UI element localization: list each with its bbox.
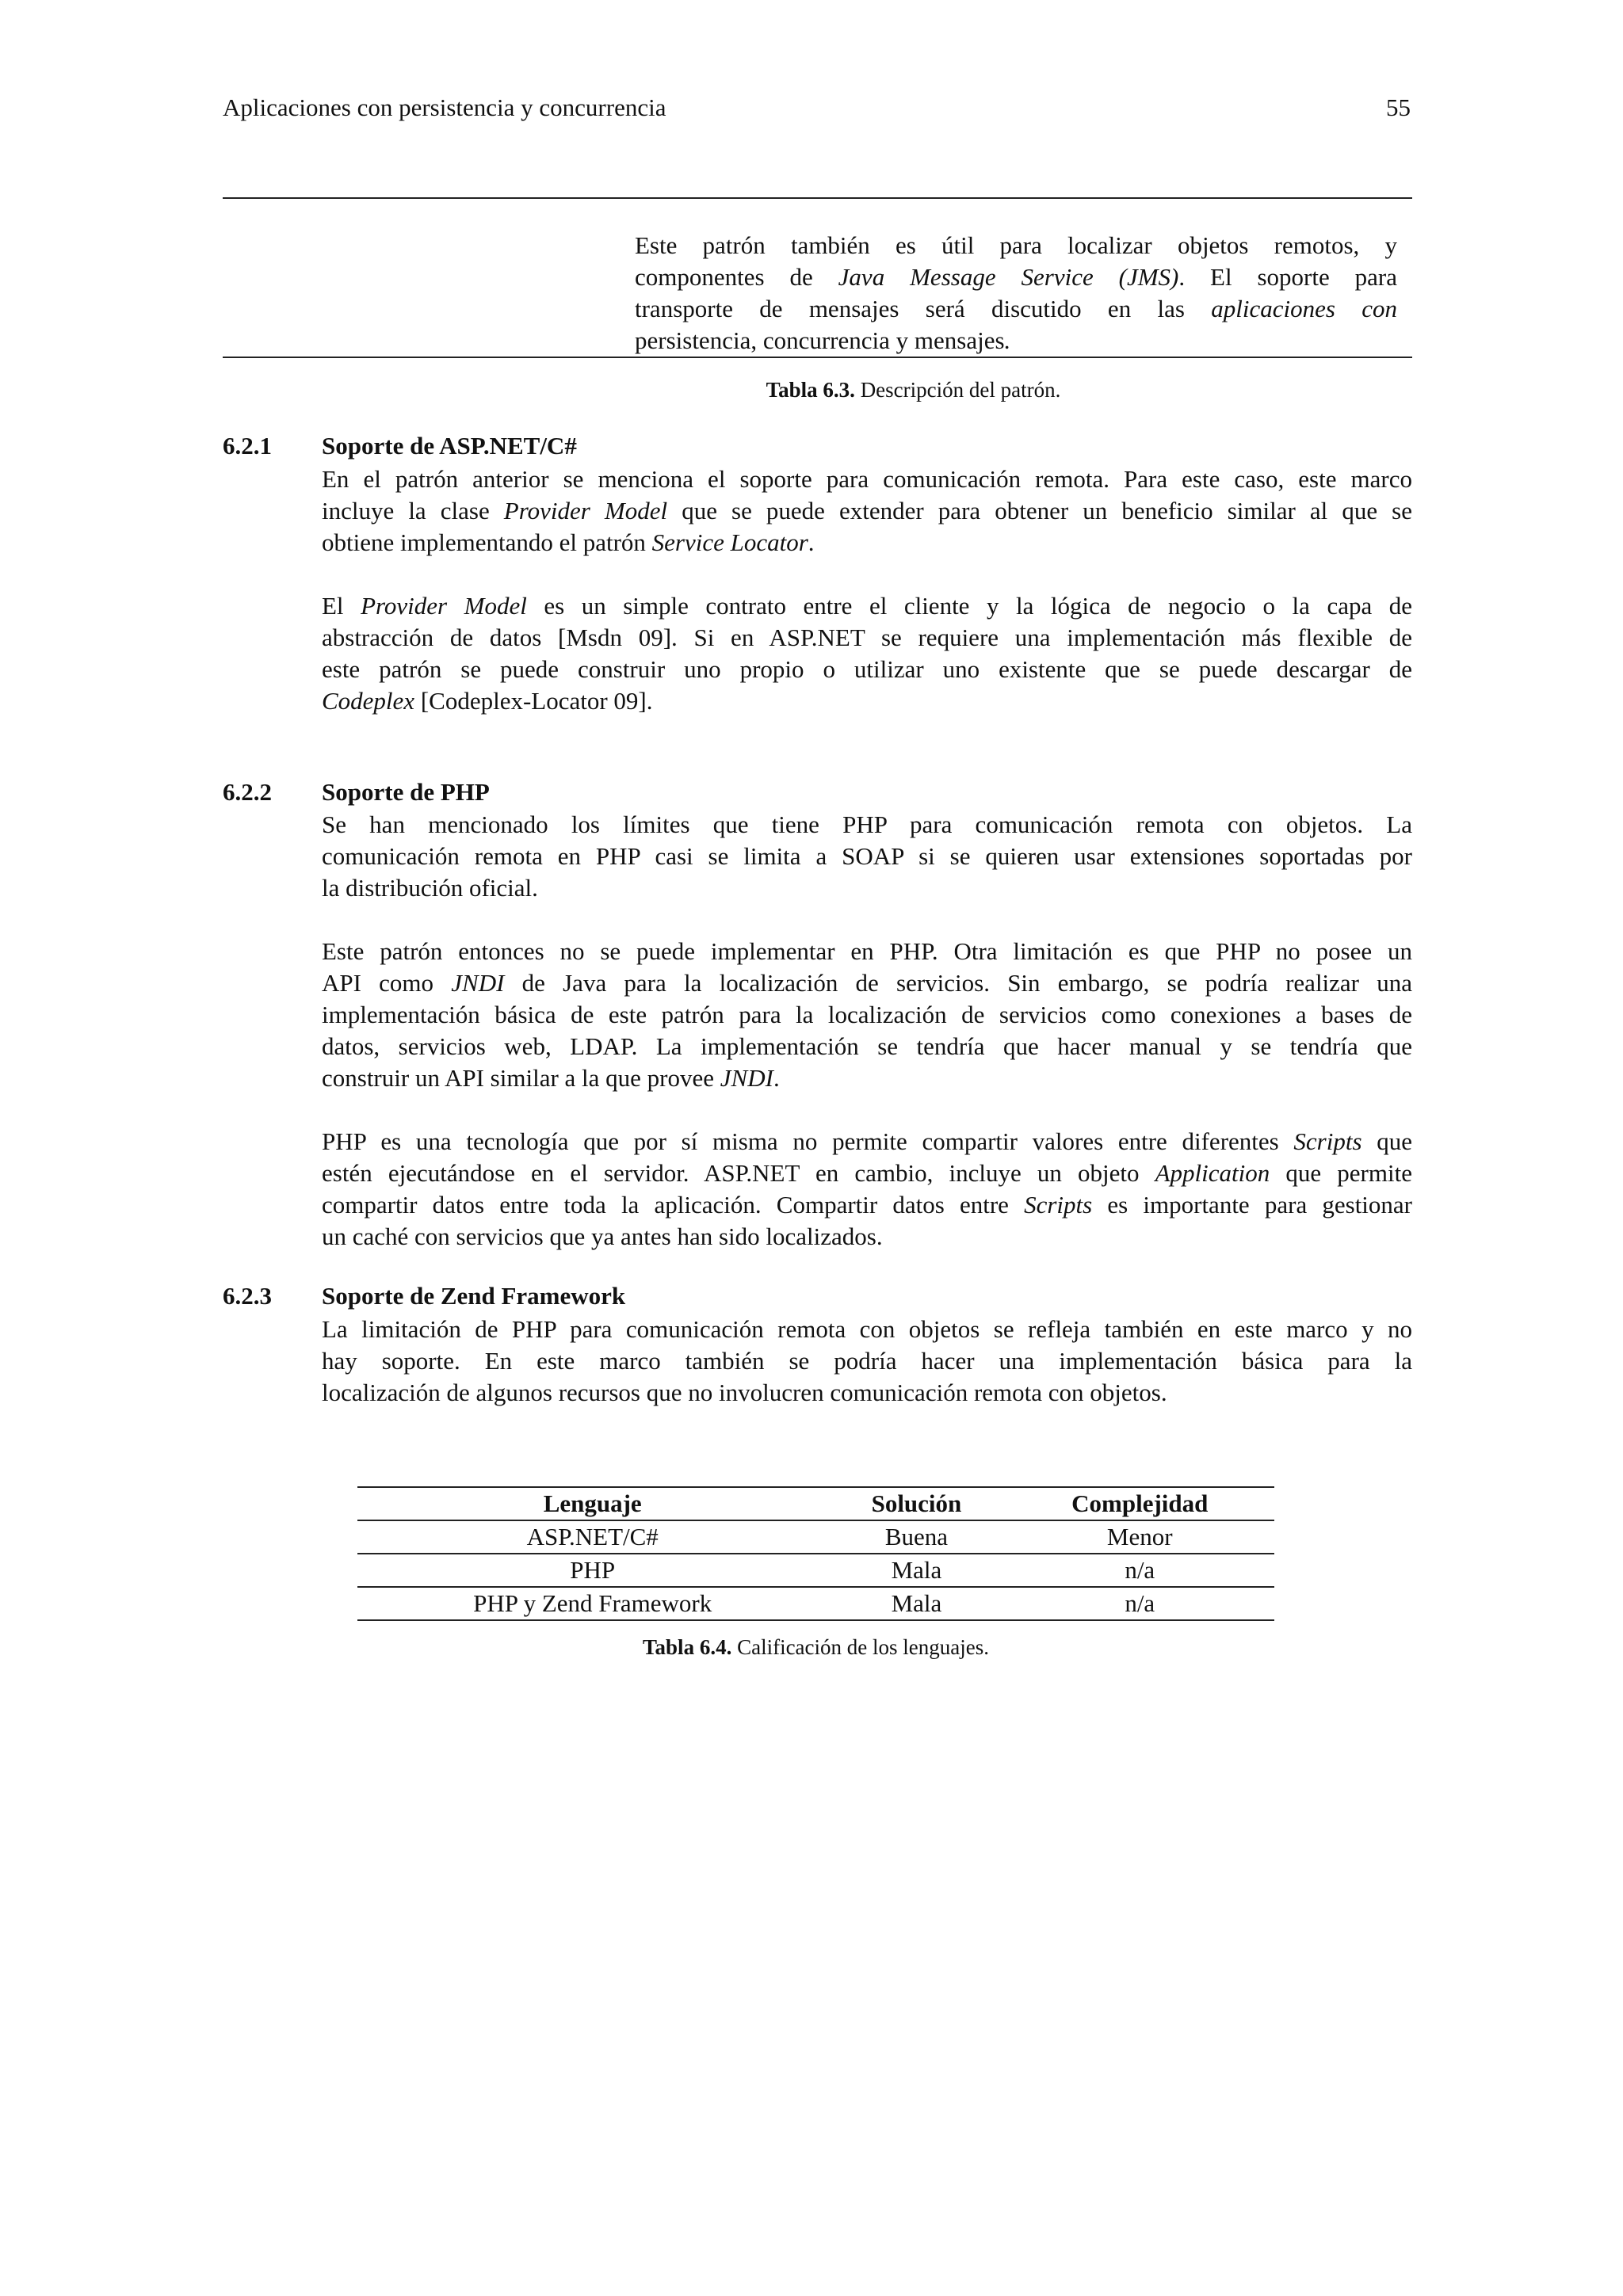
- text-line: [635, 293, 1397, 325]
- text-run: que permite: [1270, 1159, 1412, 1187]
- section-paragraph: [322, 1314, 1412, 1409]
- section-title: Soporte de Zend Framework: [322, 1282, 626, 1310]
- text-run: este patrón se puede construir uno propio o utilizar uno existente que se puede descargar de: [322, 655, 1412, 683]
- text-run: un caché con servicios que ya antes han sido localizados.: [322, 1222, 883, 1250]
- top-table-bottom-rule: [223, 357, 1412, 358]
- caption-label: Tabla 6.3.: [766, 378, 855, 402]
- text-line: [322, 1314, 1412, 1345]
- text-run: abstracción de datos [Msdn 09]. Si en ASP.NET se requiere una implementación más flexible de: [322, 624, 1412, 651]
- italic-term: Service Locator: [651, 528, 808, 556]
- text-run: El: [322, 592, 361, 620]
- text-run: .: [773, 1064, 780, 1092]
- italic-term: Codeplex: [322, 687, 415, 715]
- section-title: Soporte de ASP.NET/C#: [322, 432, 577, 460]
- text-run: [Codeplex-Locator 09].: [414, 687, 653, 715]
- text-run: incluye la clase: [322, 497, 504, 524]
- text-run: obtiene implementando el patrón: [322, 528, 652, 556]
- text-line: [322, 1377, 1412, 1409]
- text-run: es importante para gestionar: [1092, 1191, 1413, 1219]
- italic-term: .: [1004, 326, 1011, 354]
- text-run: es un simple contrato entre el cliente y la lógica de negocio o la capa de: [526, 592, 1412, 620]
- text-run: componentes de: [635, 263, 838, 291]
- text-line: [635, 261, 1397, 293]
- text-line: [322, 685, 1412, 717]
- table-cell: PHP y Zend Framework: [357, 1587, 827, 1620]
- italic-term: JNDI: [451, 969, 505, 997]
- header-cell: Solución: [827, 1487, 1005, 1520]
- italic-term: Scripts: [1293, 1127, 1362, 1155]
- text-run: localización de algunos recursos que no involucren comunicación remota con objetos.: [322, 1379, 1167, 1406]
- top-table-cell: [635, 230, 1397, 357]
- italic-term: Java Message Service (JMS): [838, 263, 1179, 291]
- text-line: [322, 590, 1412, 622]
- table-cell: n/a: [1006, 1554, 1275, 1587]
- table-header-row: [357, 1487, 1274, 1520]
- table-cell: Mala: [827, 1587, 1005, 1620]
- table-6-3-caption: [635, 378, 1192, 402]
- table-cell: ASP.NET/C#: [357, 1520, 827, 1554]
- rating-table: [357, 1486, 1274, 1621]
- header-cell: Lenguaje: [357, 1487, 827, 1520]
- text-line: [635, 325, 1397, 357]
- italic-term: Provider Model: [361, 592, 527, 620]
- text-run: implementación básica de este patrón para la localización de servicios como conexiones a bases de: [322, 1001, 1412, 1028]
- text-run: La limitación de PHP para comunicación remota con objetos se refleja también en este marco y no: [322, 1315, 1412, 1343]
- table-cell: Mala: [827, 1554, 1005, 1587]
- section-paragraph: [322, 463, 1412, 559]
- top-table-top-rule: [223, 197, 1412, 199]
- text-run: . El soporte para: [1178, 263, 1398, 291]
- table-6-4-caption: [357, 1635, 1274, 1660]
- text-run: de Java para la localización de servicios. Sin embargo, se podría realizar una: [504, 969, 1412, 997]
- text-line: [322, 654, 1412, 685]
- text-run: Este patrón entonces no se puede implementar en PHP. Otra limitación es que PHP no posee un: [322, 937, 1412, 965]
- text-run: hay soporte. En este marco también se podría hacer una implementación básica para la: [322, 1347, 1412, 1375]
- table-cell: Menor: [1006, 1520, 1275, 1554]
- text-line: [322, 967, 1412, 999]
- text-run: datos, servicios web, LDAP. La implementación se tendría que hacer manual y se tendría que: [322, 1032, 1412, 1060]
- text-run: PHP es una tecnología que por sí misma no permite compartir valores entre diferentes: [322, 1127, 1294, 1155]
- text-run: estén ejecutándose en el servidor. ASP.NET en cambio, incluye un objeto: [322, 1159, 1155, 1187]
- table-row: [357, 1587, 1274, 1620]
- italic-term: Application: [1155, 1159, 1270, 1187]
- text-line: [322, 841, 1412, 872]
- text-line: [322, 622, 1412, 654]
- text-run: Se han mencionado los límites que tiene PHP para comunicación remota con objetos. La: [322, 810, 1412, 838]
- text-line: [322, 999, 1412, 1031]
- section-paragraph: [322, 1126, 1412, 1253]
- text-run: .: [808, 528, 815, 556]
- caption-text: Calificación de los lenguajes.: [731, 1635, 989, 1659]
- text-run: transporte de mensajes será discutido en las: [635, 295, 1212, 322]
- table-cell: n/a: [1006, 1587, 1275, 1620]
- caption-text: Descripción del patrón.: [854, 378, 1061, 402]
- page-number: 55: [1386, 93, 1411, 121]
- header-cell: Complejidad: [1006, 1487, 1275, 1520]
- text-line: [322, 1345, 1412, 1377]
- text-line: [322, 1158, 1412, 1189]
- text-line: [322, 872, 1412, 904]
- text-line: [635, 230, 1397, 261]
- text-line: [322, 495, 1412, 527]
- text-line: [322, 463, 1412, 495]
- section-title: Soporte de PHP: [322, 778, 490, 806]
- italic-term: Scripts: [1024, 1191, 1093, 1219]
- text-line: [322, 1189, 1412, 1221]
- text-line: [322, 1221, 1412, 1253]
- text-line: [322, 527, 1412, 559]
- text-run: En el patrón anterior se menciona el soporte para comunicación remota. Para este caso, este marco: [322, 465, 1412, 493]
- text-run: que se puede extender para obtener un beneficio similar al que se: [667, 497, 1412, 524]
- text-line: [322, 1126, 1412, 1158]
- text-run: que: [1361, 1127, 1412, 1155]
- table-row: [357, 1554, 1274, 1587]
- section-paragraph: [322, 936, 1412, 1094]
- text-run: comunicación remota en PHP casi se limita a SOAP si se quieren usar extensiones soportadas por: [322, 842, 1412, 870]
- italic-term: JNDI: [720, 1064, 773, 1092]
- table-cell: Buena: [827, 1520, 1005, 1554]
- text-run: la distribución oficial.: [322, 874, 538, 902]
- section-paragraph: [322, 809, 1412, 904]
- text-run: API como: [322, 969, 452, 997]
- text-line: [322, 809, 1412, 841]
- running-header-title: Aplicaciones con persistencia y concurrencia: [223, 93, 666, 121]
- text-line: [322, 1031, 1412, 1062]
- text-run: persistencia, concurrencia y mensajes: [635, 326, 1005, 354]
- section-number: 6.2.3: [223, 1282, 272, 1310]
- text-run: compartir datos entre toda la aplicación. Compartir datos entre: [322, 1191, 1025, 1219]
- text-line: [322, 936, 1412, 967]
- text-run: construir un API similar a la que provee: [322, 1064, 720, 1092]
- section-paragraph: [322, 590, 1412, 717]
- caption-label: Tabla 6.4.: [643, 1635, 732, 1659]
- section-number: 6.2.1: [223, 432, 272, 460]
- italic-term: Provider Model: [503, 497, 668, 524]
- italic-term: aplicaciones con: [1211, 295, 1397, 322]
- text-run: Este patrón también es útil para localizar objetos remotos, y: [635, 231, 1397, 259]
- table-row: [357, 1520, 1274, 1554]
- section-number: 6.2.2: [223, 778, 272, 806]
- text-line: [322, 1062, 1412, 1094]
- table-cell: PHP: [357, 1554, 827, 1587]
